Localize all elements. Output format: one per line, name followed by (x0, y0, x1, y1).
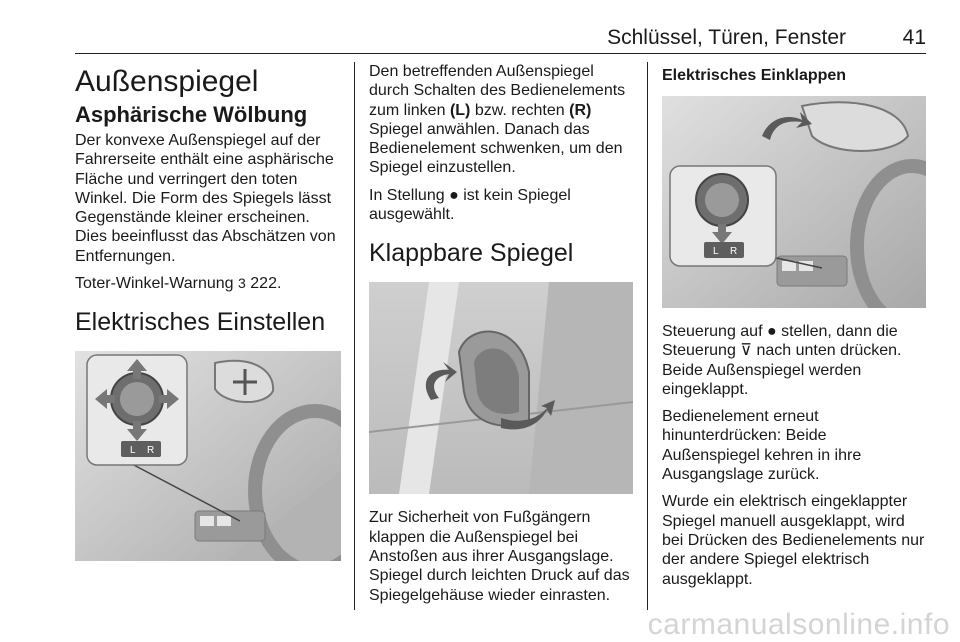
column-3 (662, 62, 926, 597)
paragraph (369, 62, 633, 178)
label-left: (L) (449, 101, 471, 119)
figure-mirror-control (75, 351, 341, 561)
paragraph: Wurde ein elektrisch eingeklappter Spiegel manuell ausgeklappt, wird bei Drücken des Bedienelements nur der andere Spiegel elektrisch ausgeklappt. (662, 493, 925, 588)
paragraph: Zur Sicherheit von Fußgängern klappen die Außenspiegel bei Anstoßen aus ihrer Ausgangslage. Spiegel durch leichten Druck auf das Spiegelgehäuse wieder einrasten. (369, 509, 630, 604)
column-1 (75, 62, 341, 561)
text-run: ist kein Spiegel ausgewählt. (369, 186, 571, 224)
watermark: carmanualsonline.info (647, 608, 950, 641)
section-title: Schlüssel, Türen, Fenster (607, 26, 846, 49)
mirror-control-illustration (75, 351, 341, 561)
figure-label-l: L (130, 445, 136, 457)
column-divider (647, 62, 648, 610)
column-divider (354, 62, 355, 610)
text-run: Den betreffenden Außenspiegel durch Schalten des Bedienelements zum linken (369, 63, 626, 119)
electric-folding-illustration (662, 96, 926, 308)
text-run: nach unten drücken. Beide Außenspiegel werden eingeklappt. (662, 342, 902, 398)
figure-folding-mirror (369, 282, 633, 494)
figure-label-l: L (713, 246, 719, 257)
section-heading: Klappbare Spiegel (369, 239, 574, 268)
label-right: (R) (569, 101, 592, 119)
figure-label-r: R (730, 246, 738, 257)
section-heading: Elektrisches Einklappen (662, 67, 847, 84)
fold-down-icon: ⊽ (740, 342, 753, 360)
paragraph (369, 186, 633, 225)
section-heading: Elektrisches Einstellen (75, 308, 326, 337)
text-run: stellen, dann die Steuerung (662, 323, 898, 360)
figure-label-r: R (147, 445, 155, 457)
page-title: Außenspiegel (75, 65, 259, 98)
paragraph-ref (75, 274, 341, 293)
page-number: 41 (902, 26, 926, 49)
paragraph: Der konvexe Außenspiegel auf der Fahrerseite enthält eine asphärische Fläche und verringert den toten Winkel. Die Form des Spiegels lässt Gegenstände kleiner erscheinen. Dies beeinflusst das Abschätzen von Entfernungen. (75, 132, 336, 265)
text-run: bzw. rechten (474, 101, 565, 119)
dot-icon: ● (449, 186, 459, 204)
page-header (75, 22, 926, 54)
figure-electric-folding (662, 96, 926, 308)
ref-text: Toter-Winkel-Warnung (75, 275, 234, 293)
ref-arrow-icon: 3 (238, 275, 246, 292)
text-run: Spiegel anwählen. Danach das Bedienelement schwenken, um den Spiegel einzustellen. (369, 120, 623, 177)
paragraph: Bedienelement erneut hinunterdrücken: Beide Außenspiegel kehren in ihre Ausgangslage zurück. (662, 408, 862, 484)
text-run: In Stellung (369, 186, 445, 204)
subtitle: Asphärische Wölbung (75, 102, 308, 127)
ref-page[interactable]: 222. (250, 275, 282, 293)
column-2 (369, 62, 633, 613)
folding-mirror-illustration (369, 282, 633, 494)
dot-icon: ● (766, 323, 777, 340)
paragraph (662, 322, 926, 399)
text-run: Steuerung auf (662, 323, 763, 340)
